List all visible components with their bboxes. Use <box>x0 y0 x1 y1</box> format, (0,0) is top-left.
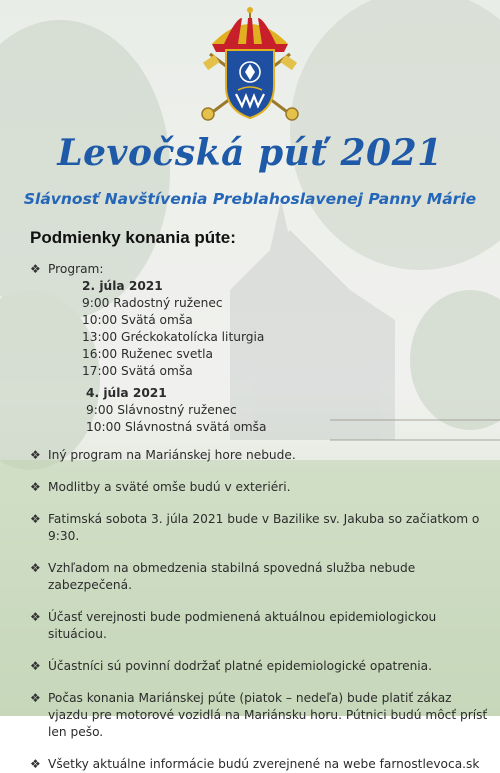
diamond-bullet-icon: ❖ <box>30 691 41 705</box>
program-day-date: 2. júla 2021 <box>82 279 163 293</box>
conditions-list <box>30 261 490 773</box>
conditions-heading: Podmienky konania púte: <box>30 228 236 247</box>
list-item <box>30 658 490 675</box>
program-event: 9:00 Slávnostný ruženec <box>86 403 237 417</box>
program-event: 17:00 Svätá omša <box>82 364 193 378</box>
diamond-bullet-icon: ❖ <box>30 262 41 276</box>
list-item-text: Účastníci sú povinní dodržať platné epidemiologické opatrenia. <box>48 659 433 673</box>
list-item-text: Iný program na Mariánskej hore nebude. <box>48 448 296 462</box>
list-item-text: Fatimská sobota 3. júla 2021 bude v Bazilike sv. Jakuba so začiatkom o 9:30. <box>48 512 480 543</box>
list-item-program <box>30 261 490 278</box>
diamond-bullet-icon: ❖ <box>30 610 41 624</box>
diamond-bullet-icon: ❖ <box>30 561 41 575</box>
program-event: 9:00 Radostný ruženec <box>82 296 223 310</box>
program-event: 13:00 Gréckokatolícka liturgia <box>82 330 265 344</box>
list-item-text: Modlitby a sväté omše budú v exteriéri. <box>48 480 291 494</box>
program-day-date: 4. júla 2021 <box>86 386 167 400</box>
diamond-bullet-icon: ❖ <box>30 448 41 462</box>
program-event: 10:00 Slávnostná svätá omša <box>86 420 267 434</box>
list-item <box>30 609 490 643</box>
list-item-text: Účasť verejnosti bude podmienená aktuálnou epidemiologickou situáciou. <box>48 610 437 641</box>
program-event: 10:00 Svätá omša <box>82 313 193 327</box>
diamond-bullet-icon: ❖ <box>30 757 41 771</box>
program-event: 16:00 Ruženec svetla <box>82 347 214 361</box>
list-item <box>30 479 490 496</box>
coat-of-arms-icon <box>190 6 310 128</box>
list-item <box>30 447 490 464</box>
list-item <box>30 560 490 594</box>
diamond-bullet-icon: ❖ <box>30 480 41 494</box>
list-item <box>30 690 490 741</box>
list-item-text: Počas konania Mariánskej púte (piatok – nedeľa) bude platiť zákaz vjazdu pre motorové vozidlá na Mariánsku horu. Pútnici budú môcť prísť len pešo. <box>48 691 488 739</box>
program-label: Program: <box>48 262 104 276</box>
list-item-text: Všetky aktuálne informácie budú zverejnené na webe farnostlevoca.sk <box>48 757 480 771</box>
list-item <box>30 756 490 773</box>
page-subtitle: Slávnosť Navštívenia Preblahoslavenej Panny Márie <box>23 190 477 208</box>
diamond-bullet-icon: ❖ <box>30 659 41 673</box>
diamond-bullet-icon: ❖ <box>30 512 41 526</box>
list-item <box>30 511 490 545</box>
page-title: Levočská púť 2021 <box>57 132 443 174</box>
list-item-text: Vzhľadom na obmedzenia stabilná spovedná služba nebude zabezpečená. <box>48 561 416 592</box>
